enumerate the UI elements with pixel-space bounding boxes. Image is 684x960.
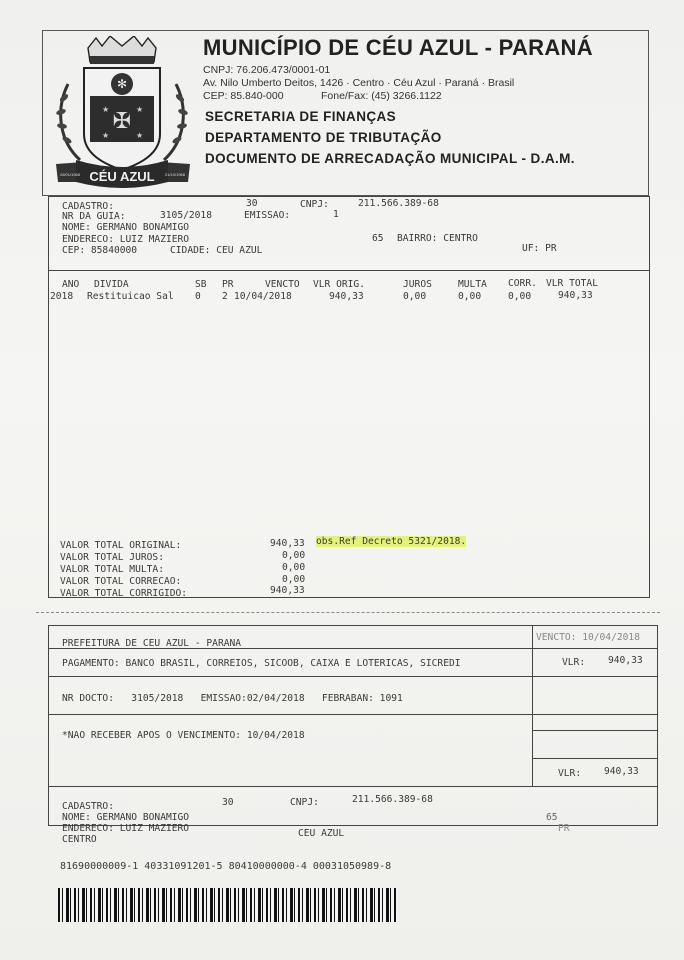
slip-vlr-value: 940,33	[608, 655, 643, 666]
receipt-cnpj-label: CNPJ:	[290, 797, 319, 808]
cell-vencto: 10/04/2018	[234, 291, 292, 302]
col-header-corr: CORR.	[508, 278, 537, 289]
receipt-cadastro-label: CADASTRO:	[62, 801, 114, 812]
emissao-label: EMISSAO:	[244, 210, 291, 221]
payment-slip-box	[48, 625, 658, 787]
col-header-vlr-total: VLR TOTAL	[546, 278, 598, 289]
cell-corr: 0,00	[508, 291, 532, 302]
col-header-vlr-orig: VLR ORIG.	[313, 279, 365, 290]
total-original-value: 940,33	[270, 538, 305, 549]
svg-text:✠: ✠	[112, 109, 132, 134]
col-header-sb: SB	[195, 279, 207, 290]
address-text: Av. Nilo Umberto Deitos, 1426 · Centro · Céu Azul · Paraná · Brasil	[203, 77, 515, 89]
divider	[532, 758, 657, 759]
barcode	[58, 888, 398, 922]
divider	[532, 625, 533, 786]
cidade-field: CIDADE: CEU AZUL	[170, 245, 263, 256]
slip-prefeitura: PREFEITURA DE CEU AZUL - PARANA	[62, 638, 242, 649]
slip-vlr2-value: 940,33	[604, 766, 639, 777]
barcode-digit-line: 81690000009-1 40331091201-5 80410000000-4 00031050989-8	[60, 861, 392, 872]
receipt-cadastro-value: 30	[222, 797, 234, 808]
cut-line	[36, 612, 660, 613]
svg-text:★: ★	[136, 105, 144, 114]
receipt-uf: PR	[558, 823, 570, 834]
svg-text:26/01/1968: 26/01/1968	[59, 172, 81, 177]
col-header-juros: JUROS	[403, 279, 432, 290]
municipality-title: MUNICÍPIO DE CÉU AZUL - PARANÁ	[203, 35, 593, 60]
cadastro-label: CADASTRO:	[62, 201, 114, 212]
slip-vlr-label: VLR:	[562, 657, 586, 668]
receipt-cidade: CEU AZUL	[298, 828, 345, 839]
emissao-value: 1	[333, 209, 339, 220]
receipt-numero: 65	[546, 812, 558, 823]
receipt-bairro: CENTRO	[62, 834, 97, 845]
bairro-text: BAIRRO: CENTRO	[397, 233, 478, 244]
divider	[48, 714, 657, 715]
total-correcao-label: VALOR TOTAL CORRECAO:	[60, 576, 182, 587]
cnpj-text: CNPJ: 76.206.473/0001-01	[203, 64, 331, 76]
total-corrigido-value: 940,33	[270, 585, 305, 596]
cell-sb: 0	[195, 291, 201, 302]
svg-text:★: ★	[102, 105, 110, 114]
receipt-cnpj-value: 211.566.389-68	[352, 794, 433, 805]
secretaria-heading: SECRETARIA DE FINANÇAS	[205, 109, 397, 124]
nome-text: NOME: GERMANO BONAMIGO	[62, 222, 190, 233]
total-juros-label: VALOR TOTAL JUROS:	[60, 552, 164, 563]
documento-heading: DOCUMENTO DE ARRECADAÇÃO MUNICIPAL - D.A.M.	[205, 151, 575, 166]
total-juros-value: 0,00	[282, 550, 306, 561]
cell-ano: 2018	[50, 291, 74, 302]
cep-text: CEP: 85.840-000	[203, 90, 284, 102]
receipt-nome: NOME: GERMANO BONAMIGO	[62, 812, 190, 823]
cnpj-label: CNPJ:	[300, 199, 329, 210]
phone-text: Fone/Fax: (45) 3266.1122	[321, 90, 442, 102]
total-corrigido-label: VALOR TOTAL CORRIGIDO:	[60, 588, 188, 599]
numero-text: 65	[372, 233, 384, 244]
coat-of-arms-logo	[50, 36, 195, 188]
col-header-multa: MULTA	[458, 279, 487, 290]
cell-pr: 2	[222, 291, 228, 302]
endereco-text: ENDERECO: LUIZ MAZIERO	[62, 234, 190, 245]
divider	[532, 730, 657, 731]
col-header-vencto: VENCTO	[265, 279, 300, 290]
cell-vlr-total: 940,33	[558, 290, 593, 301]
guia-value: 3105/2018	[160, 210, 212, 221]
total-original-label: VALOR TOTAL ORIGINAL:	[60, 540, 182, 551]
divider	[48, 676, 657, 677]
receipt-endereco: ENDERECO: LUIZ MAZIERO	[62, 823, 190, 834]
crest-ribbon-text: CÉU AZUL	[89, 169, 155, 184]
cep-field: CEP: 85840000	[62, 245, 138, 256]
cell-vlr-orig: 940,33	[329, 291, 364, 302]
slip-aviso: *NAO RECEBER APOS O VENCIMENTO: 10/04/2018	[62, 730, 305, 741]
col-header-ano: ANO	[62, 279, 80, 290]
total-multa-label: VALOR TOTAL MULTA:	[60, 564, 164, 575]
uf-field: UF: PR	[522, 243, 557, 254]
slip-vlr2-label: VLR:	[558, 768, 582, 779]
cell-juros: 0,00	[403, 291, 427, 302]
departamento-heading: DEPARTAMENTO DE TRIBUTAÇÃO	[205, 130, 442, 145]
total-multa-value: 0,00	[282, 562, 306, 573]
total-correcao-value: 0,00	[282, 574, 306, 585]
obs-note: obs.Ref Decreto 5321/2018.	[316, 536, 467, 547]
svg-text:✻: ✻	[116, 77, 128, 91]
cadastro-value: 30	[246, 198, 258, 209]
col-header-divida: DIVIDA	[94, 279, 129, 290]
svg-text:★: ★	[136, 131, 144, 140]
cell-multa: 0,00	[458, 291, 482, 302]
slip-pagamento: PAGAMENTO: BANCO BRASIL, CORREIOS, SICOOB, CAIXA E LOTERICAS, SICREDI	[62, 658, 461, 669]
svg-text:★: ★	[102, 131, 110, 140]
col-header-pr: PR	[222, 279, 234, 290]
slip-docto: NR DOCTO: 3105/2018 EMISSAO:02/04/2018 FEBRABAN: 1091	[62, 693, 403, 704]
slip-vencto: VENCTO: 10/04/2018	[536, 632, 640, 643]
cell-divida: Restituicao Sal	[87, 291, 174, 302]
divider	[48, 270, 649, 271]
cnpj-value: 211.566.389-68	[358, 198, 439, 209]
guia-label: NR DA GUIA:	[62, 211, 126, 222]
svg-text:21/10/1968: 21/10/1968	[164, 172, 186, 177]
